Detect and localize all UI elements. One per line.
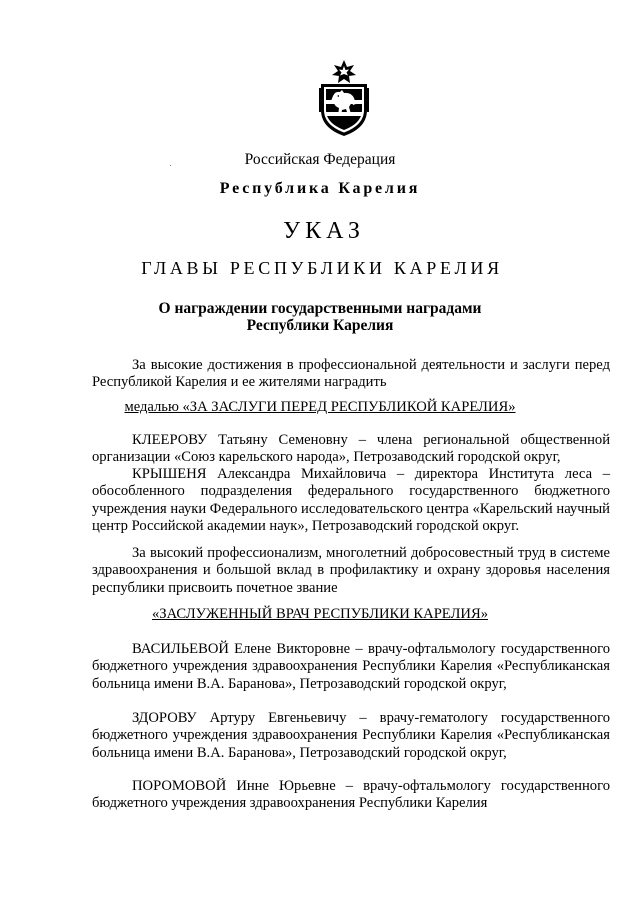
awardee-paragraph-5: ПОРОМОВОЙ Инне Юрьевне – врачу-офтальмологу государственного бюджетного учреждения здравоохранения Республики Карелия: [92, 778, 610, 812]
document-subject-line-2: Республики Карелия: [246, 317, 394, 334]
republic-name: Республика Карелия: [219, 180, 421, 197]
star-icon: [332, 60, 356, 83]
intro-paragraph-2: За высокий профессионализм, многолетний добросовестный труд в системе здравоохранения и большой вклад в профилактику и охрану здоровья населения республики присвоить почетное звание: [92, 545, 610, 596]
document-subject-line-1: О награждении государственными наградами: [158, 300, 482, 317]
coat-of-arms-emblem: [318, 58, 370, 138]
country-name: Российская Федерация: [244, 151, 396, 168]
awardee-paragraph-3: ВАСИЛЬЕВОЙ Елене Викторовне – врачу-офтальмологу государственного бюджетного учреждения здравоохранения Республики Карелия «Республиканская больница имени В.А. Баранова», Петрозаводский городской округ,: [92, 641, 610, 692]
document-issuer: ГЛАВЫ РЕСПУБЛИКИ КАРЕЛИЯ: [141, 258, 503, 278]
document-type: УКАЗ: [283, 218, 365, 244]
award-title-honorary: «ЗАСЛУЖЕННЫЙ ВРАЧ РЕСПУБЛИКИ КАРЕЛИЯ»: [151, 606, 489, 622]
award-title-medal: медалью «ЗА ЗАСЛУГИ ПЕРЕД РЕСПУБЛИКОЙ КАРЕЛИЯ»: [124, 399, 516, 415]
intro-paragraph-1: За высокие достижения в профессиональной деятельности и заслуги перед Республикой Карелия и ее жителями наградить: [92, 357, 610, 391]
awardee-paragraph-4: ЗДОРОВУ Артуру Евгеньевичу – врачу-гематологу государственного бюджетного учреждения здравоохранения Республики Карелия «Республиканская больница имени В.А. Баранова», Петрозаводский городской округ,: [92, 710, 610, 761]
awardee-paragraph-2: КРЫШЕНЯ Александра Михайловича – директора Института леса – обособленного подразделения федерального государственного бюджетного учреждения науки Федерального исследовательского центра «Карельский научный центр Российской академии наук», Петрозаводский городской округ.: [92, 466, 610, 534]
awardee-paragraph-1: КЛЕЕРОВУ Татьяну Семеновну – члена региональной общественной организации «Союз карельского народа», Петрозаводский городской округ,: [92, 432, 610, 466]
